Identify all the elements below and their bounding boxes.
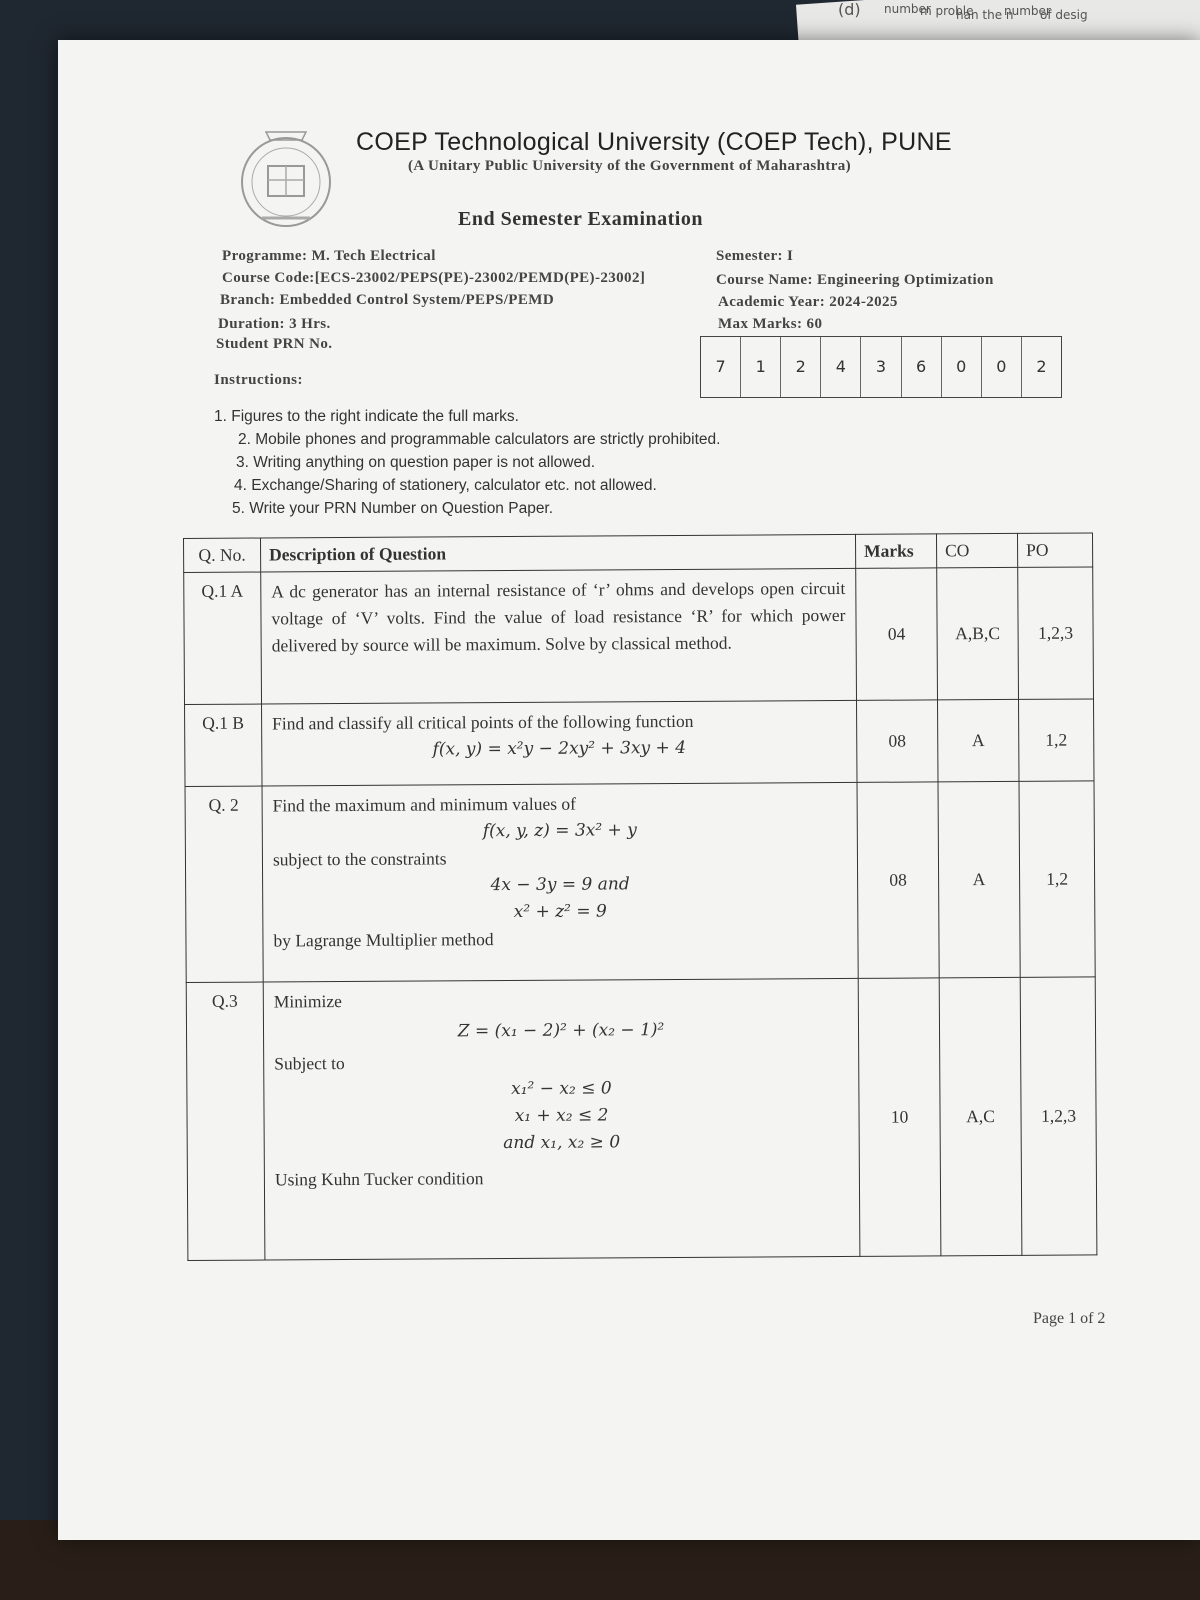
marks-cell: 04 bbox=[856, 568, 938, 700]
co-cell: A,B,C bbox=[937, 567, 1019, 699]
branch: Branch: Embedded Control System/PEPS/PEMD bbox=[220, 292, 555, 308]
max-marks: Max Marks: 60 bbox=[718, 316, 823, 332]
question-paper bbox=[58, 40, 1200, 1540]
page-number: Page 1 of 2 bbox=[1033, 1310, 1106, 1327]
instructions-heading: Instructions: bbox=[214, 372, 304, 388]
prn-label: Student PRN No. bbox=[216, 336, 333, 352]
bg-text: number bbox=[884, 2, 931, 16]
question-body bbox=[263, 978, 860, 1260]
prn-digit: 0 bbox=[942, 337, 982, 397]
table-row bbox=[186, 977, 1097, 1261]
po-cell: 1,2,3 bbox=[1020, 977, 1097, 1255]
question-text: by Lagrange Multiplier method bbox=[273, 929, 494, 951]
table-row bbox=[185, 781, 1095, 983]
table-row bbox=[185, 699, 1094, 787]
exam-title: End Semester Examination bbox=[458, 208, 703, 230]
prn-digit: 7 bbox=[701, 337, 741, 397]
instructions-list bbox=[214, 408, 720, 523]
question-text: subject to the constraints bbox=[272, 848, 447, 870]
equation: and x₁, x₂ ≥ 0 bbox=[503, 1132, 621, 1154]
equation: x₁² − x₂ ≤ 0 bbox=[511, 1078, 612, 1100]
header-co: CO bbox=[936, 533, 1017, 567]
prn-digit: 4 bbox=[821, 337, 861, 397]
question-body bbox=[262, 700, 857, 786]
prn-digit: 2 bbox=[781, 337, 821, 397]
question-number: Q.1 A bbox=[184, 572, 262, 704]
table-row bbox=[184, 567, 1094, 705]
equation: Z = (x₁ − 2)² + (x₂ − 1)² bbox=[457, 1020, 665, 1042]
bg-text: han the n bbox=[956, 8, 1014, 22]
prn-digit: 1 bbox=[741, 337, 781, 397]
prn-digit: 3 bbox=[861, 337, 901, 397]
prn-digit: 0 bbox=[982, 337, 1022, 397]
course-code: Course Code:[ECS-23002/PEPS(PE)-23002/PEMD(PE)-23002] bbox=[222, 270, 646, 286]
question-number: Q.1 B bbox=[185, 704, 262, 786]
question-text: Find the maximum and minimum values of bbox=[272, 793, 577, 816]
academic-year: Academic Year: 2024-2025 bbox=[718, 294, 898, 310]
course-name: Course Name: Engineering Optimization bbox=[716, 272, 994, 288]
question-number: Q.3 bbox=[186, 982, 265, 1260]
university-title: COEP Technological University (COEP Tech), PUNE bbox=[356, 128, 952, 156]
marks-cell: 10 bbox=[858, 978, 941, 1256]
bg-text: number bbox=[1004, 4, 1051, 18]
marks-cell: 08 bbox=[857, 700, 938, 782]
prn-digit: 2 bbox=[1036, 357, 1047, 376]
marks-cell: 08 bbox=[857, 782, 939, 978]
question-text: Minimize bbox=[273, 991, 342, 1012]
prn-boxes bbox=[700, 336, 1062, 398]
programme: Programme: M. Tech Electrical bbox=[222, 248, 436, 264]
equation: f(x, y, z) = 3x² + y bbox=[482, 820, 637, 842]
instruction-item: 3. Writing anything on question paper is not allowed. bbox=[236, 454, 596, 471]
semester: Semester: I bbox=[716, 248, 794, 264]
equation: 4x − 3y = 9 and bbox=[490, 874, 630, 896]
co-cell: A,C bbox=[939, 977, 1022, 1255]
question-text: Subject to bbox=[274, 1053, 345, 1074]
question-text: Using Kuhn Tucker condition bbox=[274, 1168, 484, 1190]
table-header-row bbox=[184, 533, 1093, 573]
po-cell: 1,2 bbox=[1019, 781, 1095, 977]
header-description: Description of Question bbox=[261, 534, 856, 572]
co-cell: A bbox=[938, 699, 1019, 781]
po-cell: 1,2,3 bbox=[1018, 567, 1094, 699]
question-number: Q. 2 bbox=[185, 786, 263, 982]
header-qno: Q. No. bbox=[184, 538, 261, 572]
header-marks: Marks bbox=[855, 534, 936, 568]
prn-digit: 6 bbox=[902, 337, 942, 397]
question-body bbox=[262, 782, 858, 982]
bg-text: m proble bbox=[920, 4, 974, 18]
university-logo-icon bbox=[236, 122, 336, 232]
equation: x₁ + x₂ ≤ 2 bbox=[514, 1105, 609, 1126]
instruction-item: 5. Write your PRN Number on Question Paper. bbox=[232, 500, 554, 517]
bg-text: of desig bbox=[1040, 8, 1088, 22]
question-text: A dc generator has an internal resistance of ‘r’ ohms and develops open circuit voltage of ‘V’ volts. Find the value of load resistance ‘R’ for which power delivered by source will be maximum. Solve by classical method. bbox=[261, 568, 857, 704]
equation: f(x, y) = x²y − 2xy² + 3xy + 4 bbox=[432, 737, 687, 760]
question-table bbox=[183, 532, 1097, 1261]
equation: x² + z² = 9 bbox=[513, 901, 607, 922]
bg-text: (d) bbox=[838, 0, 861, 19]
instruction-item: 1. Figures to the right indicate the full marks. bbox=[214, 408, 519, 425]
university-subtitle: (A Unitary Public University of the Government of Maharashtra) bbox=[408, 158, 852, 174]
instruction-item: 4. Exchange/Sharing of stationery, calculator etc. not allowed. bbox=[234, 477, 657, 494]
co-cell: A bbox=[938, 781, 1020, 977]
header-po: PO bbox=[1017, 533, 1092, 567]
po-cell: 1,2 bbox=[1019, 699, 1094, 781]
question-text: Find and classify all critical points of the following function bbox=[272, 710, 694, 734]
duration: Duration: 3 Hrs. bbox=[218, 316, 331, 332]
instruction-item: 2. Mobile phones and programmable calculators are strictly prohibited. bbox=[238, 431, 721, 448]
